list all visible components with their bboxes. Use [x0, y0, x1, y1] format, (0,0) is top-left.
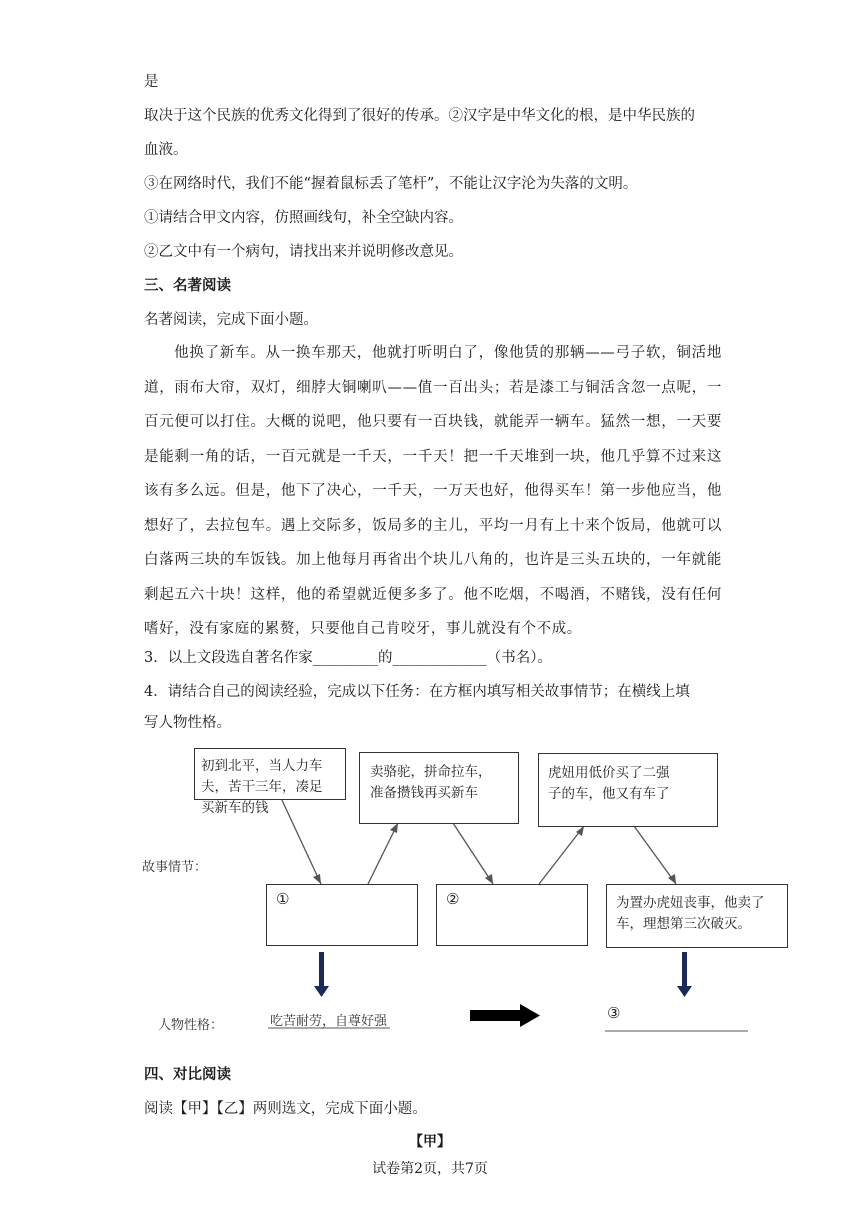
answer-marker-2: ② [446, 890, 460, 908]
plot-box-2-text: 卖骆驼，拼命拉车， 准备攒钱再买新车 [370, 764, 492, 801]
question-4-cont: 写人物性格。 [144, 715, 231, 731]
trait-1: 吃苦耐劳，自尊好强 [270, 1014, 388, 1029]
text-line: 血液。 [144, 142, 188, 158]
plot-box-1-text: 初到北平，当人力车 夫，苦干三年，凑足 买新车的钱 [201, 758, 323, 816]
trait-answer-marker: ③ [607, 1004, 621, 1022]
page-footer: 试卷第2页，共7页 [372, 1161, 488, 1177]
text-line: 取决于这个民族的优秀文化得到了很好的传承。②汉字是中华文化的根，是中华民族的 [144, 108, 695, 124]
question-instruction: ①请结合甲文内容，仿照画线句，补全空缺内容。 [144, 210, 463, 226]
passage-jia-title: 【甲】 [409, 1134, 451, 1150]
section-heading: 四、对比阅读 [144, 1066, 231, 1083]
section-intro: 名著阅读，完成下面小题。 [144, 312, 318, 328]
plot-box-3-text: 虎妞用低价买了二强 子的车，他又有车了 [548, 765, 670, 802]
answer-marker-1: ① [276, 890, 290, 908]
question-4: 4．请结合自己的阅读经验，完成以下任务：在方框内填写相关故事情节；在横线上填 [144, 684, 690, 700]
question-instruction: ②乙文中有一个病句，请找出来并说明修改意见。 [144, 244, 463, 260]
story-label: 故事情节： [142, 860, 208, 875]
text-line: ③在网络时代，我们不能“握着鼠标丢了笔杆”，不能让汉字沦为失落的文明。 [144, 176, 638, 192]
section-heading: 三、名著阅读 [144, 277, 231, 294]
text-line: 是 [144, 74, 159, 90]
passage-text: 他换了新车。从一换车那天，他就打听明白了，像他赁的那辆——弓子软，铜活地道，雨布大帘，双灯，细脖大铜喇叭——值一百出头；若是漆工与铜活含忽一点呢，一百元便可以打住。大概的说吧，他只要有一百块钱，就能弄一辆车。猛然一想，一天要是能剩一角的话，一百元就是一千天，一千天！把一千天堆到一块，他几乎算不过来这该有多么远。但是，他下了决心，一千天，一万天也好，他得买车！第一步他应当，他想好了，去拉包车。遇上交际多，饭局多的主儿，平均一月有上十来个饭局，他就可以白落两三块的车饭钱。加上他每月再省出个块儿八角的，也许是三头五块的，一年就能剩起五六十块！这样，他的希望就近便多多了。他不吃烟，不喝酒，不赌钱，没有任何嗜好，没有家庭的累赘，只要他自己肯咬牙，事儿就没有个不成。 [144, 345, 722, 637]
section-intro: 阅读【甲】【乙】两则选文，完成下面小题。 [144, 1101, 427, 1117]
plot-box-4-text: 为置办虎妞丧事，他卖了 车，理想第三次破灭。 [616, 895, 765, 932]
question-3: 3．以上文段选自著名作家_________的_____________（书名）。 [144, 650, 552, 666]
trait-label: 人物性格： [158, 1018, 224, 1033]
